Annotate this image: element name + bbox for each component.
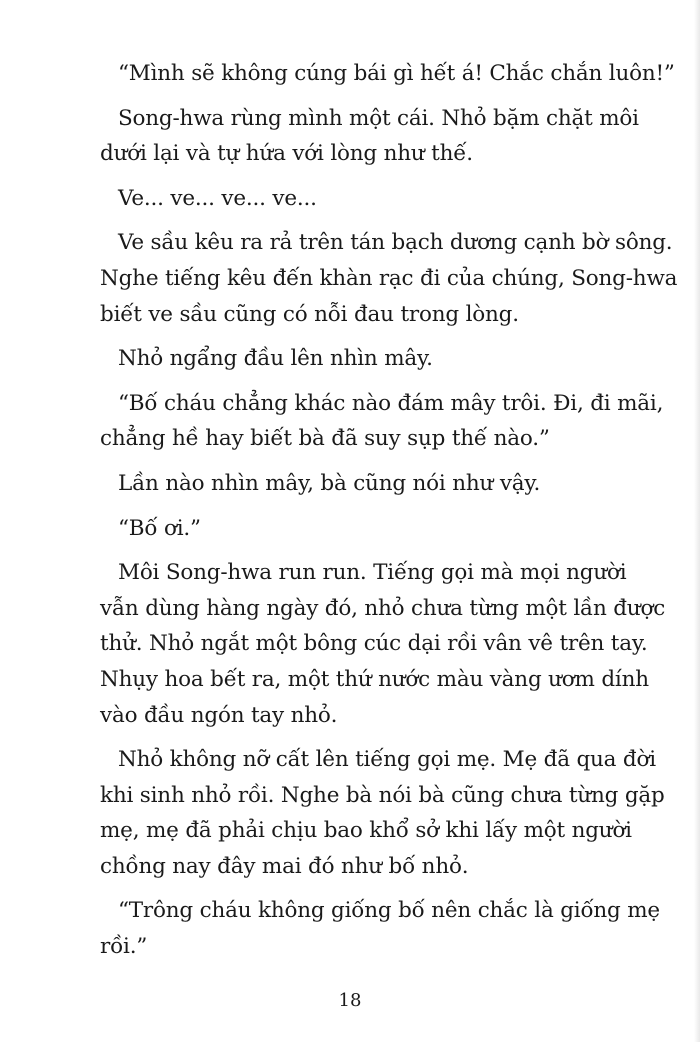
text-line: Ve sầu kêu ra rả trên tán bạch dương cạnh bờ sông. bbox=[118, 230, 673, 256]
paragraph bbox=[100, 101, 639, 172]
paragraph bbox=[100, 511, 620, 547]
text-line: Nghe tiếng kêu đến khàn rạc đi của chúng, Song-hwa bbox=[100, 265, 678, 291]
text-line: “Trông cháu không giống bố nên chắc là giống mẹ bbox=[118, 898, 660, 924]
text-line: Song-hwa rùng mình một cái. Nhỏ bặm chặt môi bbox=[118, 105, 639, 131]
text-line: biết ve sầu cũng có nỗi đau trong lòng. bbox=[100, 301, 519, 327]
paragraph bbox=[100, 225, 678, 332]
text-line: khi sinh nhỏ rồi. Nghe bà nói bà cũng chưa từng gặp bbox=[100, 782, 665, 808]
text-line: Môi Song-hwa run run. Tiếng gọi mà mọi người bbox=[118, 560, 627, 586]
paragraph bbox=[100, 56, 675, 92]
paragraph bbox=[100, 893, 660, 964]
paragraph bbox=[100, 181, 620, 217]
text-line: rồi.” bbox=[100, 934, 148, 960]
text-line: dưới lại và tự hứa với lòng như thế. bbox=[100, 141, 473, 167]
body-text bbox=[100, 56, 678, 974]
text-line: “Mình sẽ không cúng bái gì hết á! Chắc chắn luôn!” bbox=[118, 61, 675, 86]
text-line: vào đầu ngón tay nhỏ. bbox=[100, 702, 338, 728]
text-line: “Bố cháu chẳng khác nào đám mây trôi. Đi, đi mãi, bbox=[118, 390, 664, 416]
paragraph bbox=[100, 742, 665, 884]
text-line: thử. Nhỏ ngắt một bông cúc dại rồi vân vê trên tay. bbox=[100, 631, 648, 657]
text-line: chẳng hề hay biết bà đã suy sụp thế nào.” bbox=[100, 426, 550, 452]
text-line: “Bố ơi.” bbox=[118, 515, 201, 541]
text-line: Ve... ve... ve... ve... bbox=[118, 185, 317, 211]
paragraph bbox=[100, 555, 666, 733]
text-line: Nhỏ ngẩng đầu lên nhìn mây. bbox=[118, 346, 433, 372]
text-line: Nhụy hoa bết ra, một thứ nước màu vàng ươm dính bbox=[100, 666, 649, 692]
page-number: 18 bbox=[338, 990, 362, 1011]
text-line: vẫn dùng hàng ngày đó, nhỏ chưa từng một lần được bbox=[100, 595, 666, 621]
text-line: Lần nào nhìn mây, bà cũng nói như vậy. bbox=[118, 470, 541, 496]
text-line: Nhỏ không nỡ cất lên tiếng gọi mẹ. Mẹ đã qua đời bbox=[118, 747, 656, 773]
paragraph bbox=[100, 386, 664, 457]
text-line: chồng nay đây mai đó như bố nhỏ. bbox=[100, 853, 469, 879]
text-line: mẹ, mẹ đã phải chịu bao khổ sở khi lấy một người bbox=[100, 818, 632, 844]
page-edge-shadow bbox=[694, 0, 700, 1042]
paragraph bbox=[100, 341, 620, 377]
paragraph bbox=[100, 466, 620, 502]
